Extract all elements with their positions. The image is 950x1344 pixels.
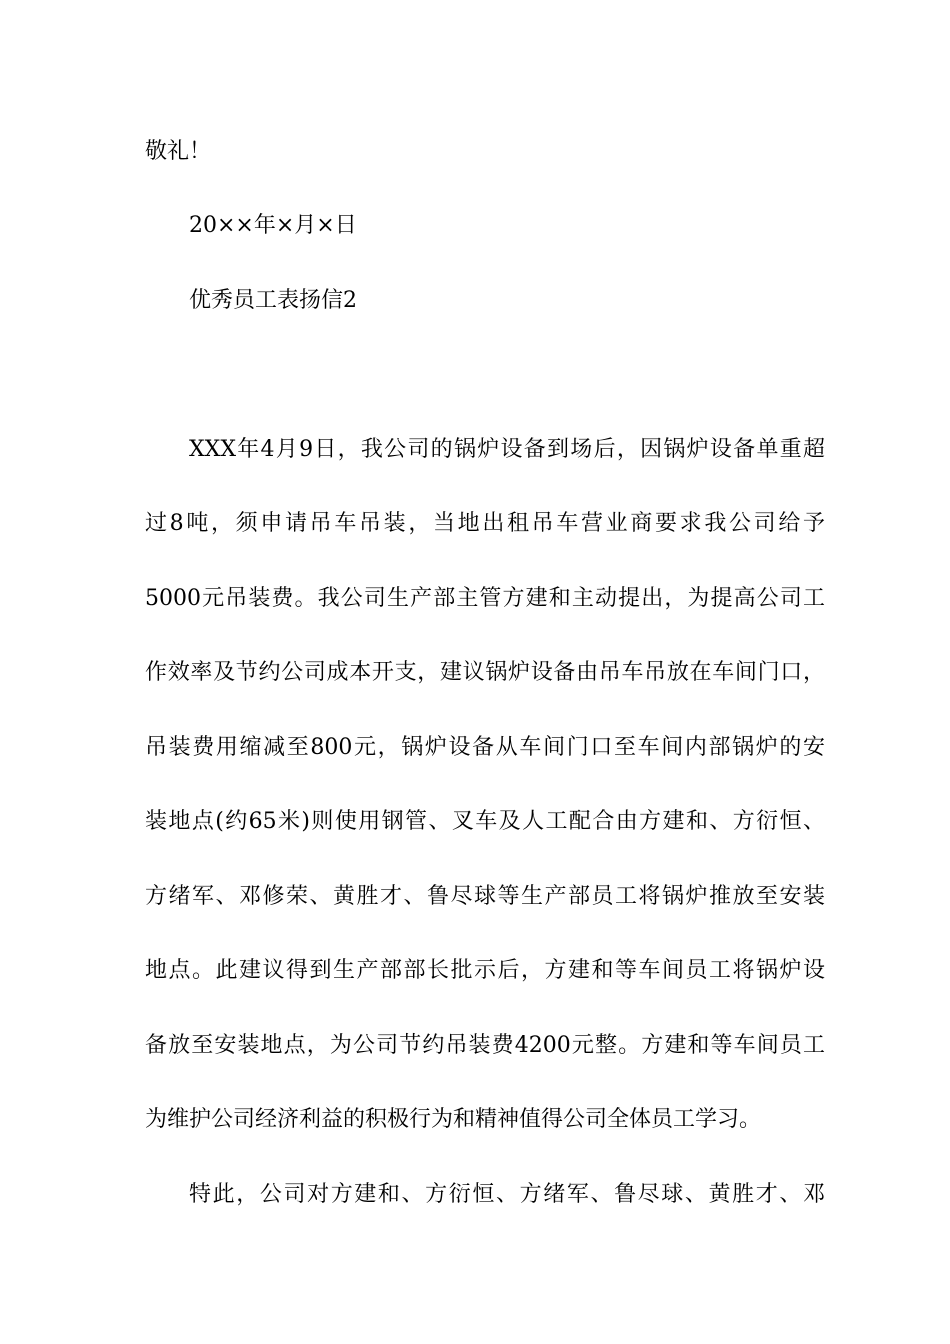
body-line: 过8吨，须申请吊车吊装，当地出租吊车营业商要求我公司给予 <box>145 511 825 536</box>
closing-paragraph-line: 特此，公司对方建和、方衍恒、方绪军、鲁尽球、黄胜才、邓 <box>189 1182 825 1207</box>
closing-salutation: 敬礼！ <box>145 139 212 164</box>
body-line: 5000元吊装费。我公司生产部主管方建和主动提出，为提高公司工 <box>145 586 825 611</box>
body-line: 地点。此建议得到生产部部长批示后，方建和等车间员工将锅炉设 <box>145 958 825 983</box>
body-line: 装地点(约65米)则使用钢管、叉车及人工配合由方建和、方衍恒、 <box>145 809 825 834</box>
body-line: 方绪军、邓修荣、黄胜才、鲁尽球等生产部员工将锅炉推放至安装 <box>145 884 825 909</box>
body-line: XXX年4月9日，我公司的锅炉设备到场后，因锅炉设备单重超 <box>189 437 825 462</box>
body-line: 备放至安装地点，为公司节约吊装费4200元整。方建和等车间员工 <box>145 1033 825 1058</box>
body-line: 吊装费用缩减至800元，锅炉设备从车间门口至车间内部锅炉的安 <box>145 735 825 760</box>
body-line: 为维护公司经济利益的积极行为和精神值得公司全体员工学习。 <box>145 1107 762 1132</box>
letter-title: 优秀员工表扬信2 <box>189 288 357 313</box>
letter-date: 20××年×月×日 <box>189 213 357 238</box>
body-line: 作效率及节约公司成本开支，建议锅炉设备由吊车吊放在车间门口， <box>145 660 825 685</box>
